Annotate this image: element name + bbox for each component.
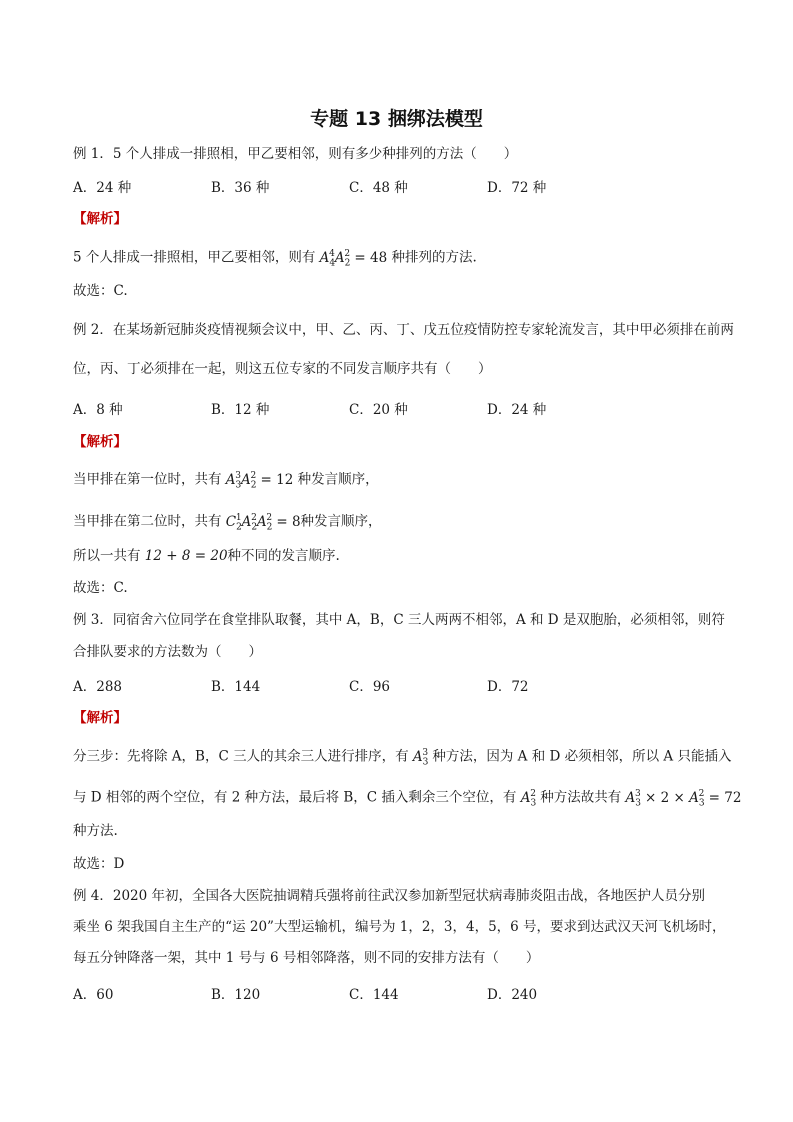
q2-sol2-result: = 8 <box>276 513 301 530</box>
q2-sol1-result: = 12 <box>260 471 294 488</box>
q1-sol-text-post: 种排列的方法. <box>387 249 477 266</box>
q3-option-c: C．96 <box>349 679 391 695</box>
q1-sol-result: = 48 <box>354 249 388 266</box>
q3-solution-line2 <box>73 785 742 812</box>
q3-option-a: A．288 <box>73 679 123 695</box>
q2-option-c: C．20 种 <box>349 402 408 418</box>
q2-option-d: D．24 种 <box>487 402 547 418</box>
q2-stem-line1: 例 2．在某场新冠肺炎疫情视频会议中，甲、乙、丙、丁、戊五位疫情防控专家轮流发言，其中甲必须排在前两 <box>73 322 734 338</box>
q3-sol2-text-mid: 种方法故共有 <box>535 789 626 806</box>
q2-solution-line1 <box>73 467 733 494</box>
q3-answer: 故选：D <box>73 856 125 872</box>
q1-sol-text-pre: 5 个人排成一排照相，甲乙要相邻，则有 <box>73 249 320 266</box>
q1-options <box>73 176 673 194</box>
q2-analysis-label: 【解析】 <box>73 434 127 450</box>
q2-sol1-text-pre: 当甲排在第一位时，共有 <box>73 471 226 488</box>
q4-option-b: B．120 <box>211 987 261 1003</box>
q2-options <box>73 398 673 416</box>
q4-options <box>73 983 673 1001</box>
q3-option-d: D．72 <box>487 679 529 695</box>
q3-sol1-formula: $A_3^3$ <box>412 748 429 768</box>
q1-option-a: A．24 种 <box>73 180 132 196</box>
q2-option-a: A．8 种 <box>73 402 123 418</box>
q3-sol2-formula-a: $A_3^2$ <box>520 789 537 809</box>
q4-option-c: C．144 <box>349 987 399 1003</box>
q3-sol1-text-post: 种方法，因为 A 和 D 必须相邻，所以 A 只能插入 <box>428 748 732 765</box>
q1-option-b: B．36 种 <box>211 180 270 196</box>
q2-sol1-formula: $A_3^3A_2^2 = 12$ <box>225 471 294 491</box>
q4-stem-line3: 每五分钟降落一架，其中 1 号与 6 号相邻降落，则不同的安排方法有（ ） <box>73 950 540 966</box>
q3-stem-line2: 合排队要求的方法数为（ ） <box>73 644 262 660</box>
q1-option-d: D．72 种 <box>487 180 547 196</box>
q2-answer: 故选：C. <box>73 580 128 596</box>
q3-options <box>73 675 673 693</box>
q4-stem-line2: 乘坐 6 架我国自主生产的“运 20”大型运输机，编号为 1，2，3，4，5，6 号，要求到达武汉天河飞机场时， <box>73 919 726 935</box>
q2-option-b: B．12 种 <box>211 402 270 418</box>
q1-stem: 例 1．5 个人排成一排照相，甲乙要相邻，则有多少种排列的方法（ ） <box>73 146 518 162</box>
q3-sol2-text-pre: 与 D 相邻的两个空位，有 2 种方法，最后将 B，C 插入剩余三个空位，有 <box>73 789 521 806</box>
q2-sol2-text-post: 种发言顺序， <box>300 513 382 530</box>
q1-sol-formula: $A_4^4A_2^2 = 48$ <box>319 249 388 269</box>
q3-sol2-result: = 72 <box>708 789 742 806</box>
q1-answer: 故选：C. <box>73 283 128 299</box>
q3-solution-line3: 种方法. <box>73 823 118 839</box>
q2-sol1-text-post: 种发言顺序， <box>293 471 379 488</box>
q2-sol3-text-post: 种不同的发言顺序. <box>227 548 340 564</box>
q3-stem-line1: 例 3．同宿舍六位同学在食堂排队取餐，其中 A，B，C 三人两两不相邻，A 和 D 是双胞胎，必须相邻，则符 <box>73 612 725 628</box>
q3-solution-line1 <box>73 744 733 771</box>
q1-analysis-label: 【解析】 <box>73 211 127 227</box>
q2-solution-line2 <box>73 509 733 536</box>
page-title: 专题 13 捆绑法模型 <box>310 108 483 130</box>
q3-sol1-text-pre: 分三步：先将除 A，B，C 三人的其余三人进行排序，有 <box>73 748 413 765</box>
q2-stem-line2: 位，丙、丁必须排在一起，则这五位专家的不同发言顺序共有（ ） <box>73 361 492 377</box>
q1-solution-line <box>73 245 733 272</box>
q2-sol2-formula: $C_2^1A_2^2A_2^2 = 8$ <box>225 513 301 533</box>
q3-option-b: B．144 <box>211 679 261 695</box>
q2-solution-line3 <box>73 547 733 565</box>
q1-option-c: C．48 种 <box>349 180 408 196</box>
q3-analysis-label: 【解析】 <box>73 710 127 726</box>
q4-option-d: D．240 <box>487 987 538 1003</box>
q4-option-a: A．60 <box>73 987 114 1003</box>
q3-sol2-formula-b: $A_3^3 \times 2 \times A_3^2 = 72$ <box>625 789 742 809</box>
q2-sol3-text-pre: 所以一共有 <box>73 548 145 564</box>
q4-stem-line1: 例 4．2020 年初，全国各大医院抽调精兵强将前往武汉参加新型冠状病毒肺炎阻击战，各地医护人员分别 <box>73 888 706 904</box>
q2-sol3-formula: 12 + 8 = 20 <box>144 548 228 564</box>
q2-sol2-text-pre: 当甲排在第二位时，共有 <box>73 513 226 530</box>
